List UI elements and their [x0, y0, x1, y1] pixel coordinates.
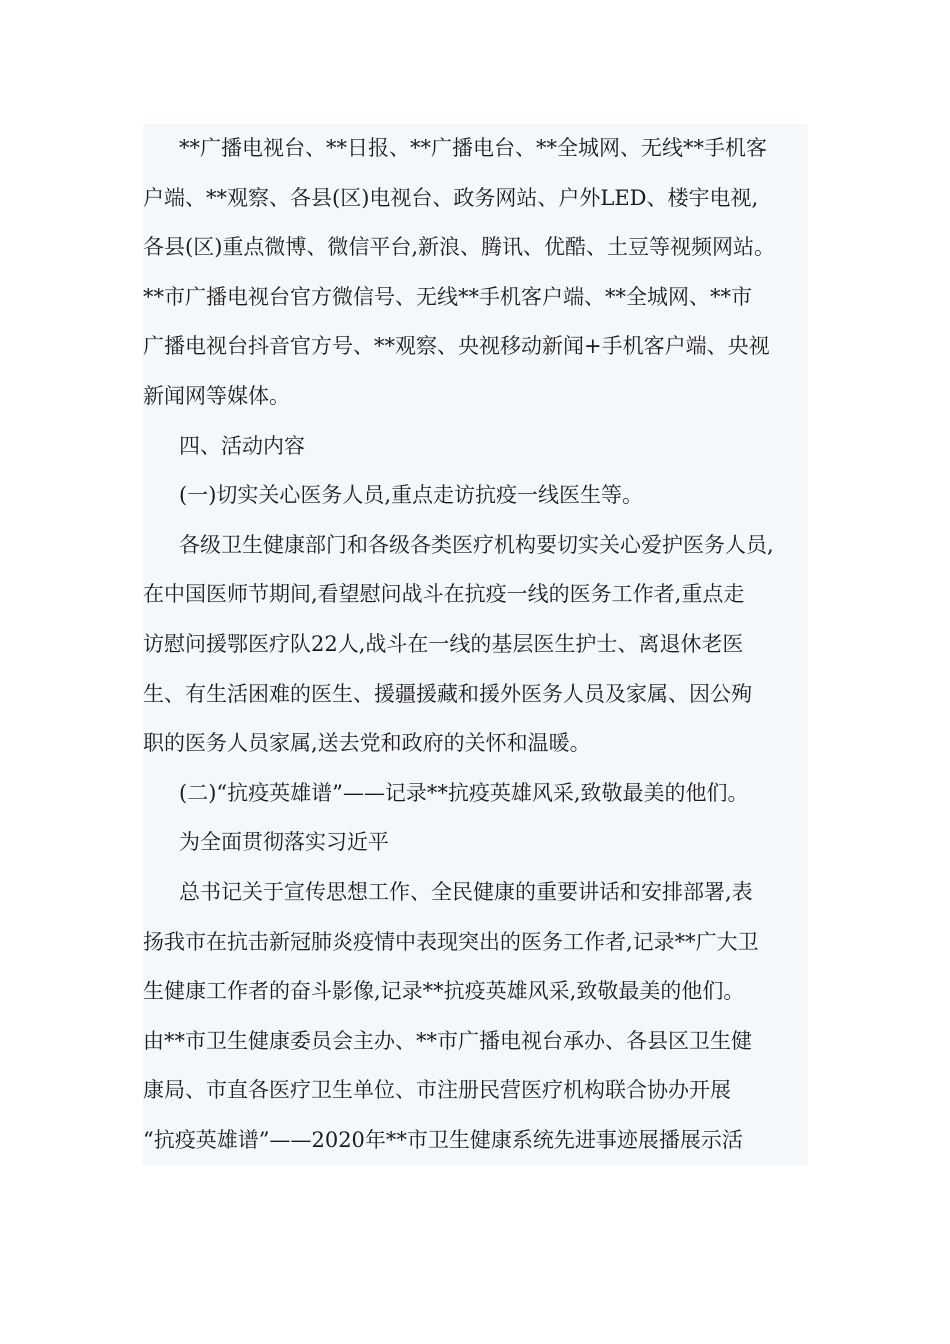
paragraph-line: 生健康工作者的奋斗影像,记录**抗疫英雄风采,致敬最美的他们。	[143, 979, 745, 1004]
paragraph-line: “抗疫英雄谱”——2020年**市卫生健康系统先进事迹展播展示活	[143, 1127, 743, 1152]
paragraph-line: 职的医务人员家属,送去党和政府的关怀和温暖。	[143, 731, 591, 756]
subsection-heading: (二)“抗疫英雄谱”——记录**抗疫英雄风采,致敬最美的他们。	[179, 780, 749, 805]
paragraph-line: 新闻网等媒体。	[143, 383, 290, 408]
section-heading: 四、活动内容	[179, 433, 305, 458]
paragraph-line: 为全面贯彻落实习近平	[179, 830, 389, 855]
paragraph-line: 户端、**观察、各县(区)电视台、政务网站、户外LED、楼宇电视,	[143, 185, 759, 210]
paragraph-line: 各级卫生健康部门和各级各类医疗机构要切实关心爱护医务人员,	[179, 532, 774, 557]
paragraph-line: 在中国医师节期间,看望慰问战斗在抗疫一线的医务工作者,重点走	[143, 582, 745, 607]
paragraph-line: 康局、市直各医疗卫生单位、市注册民营医疗机构联合协办开展	[143, 1078, 731, 1103]
paragraph-line: 访慰问援鄂医疗队22人,战斗在一线的基层医生护士、离退休老医	[143, 631, 744, 656]
paragraph-line: 各县(区)重点微博、微信平台,新浪、腾讯、优酷、土豆等视频网站。	[143, 235, 776, 260]
subsection-heading: (一)切实关心医务人员,重点走访抗疫一线医生等。	[179, 483, 644, 508]
paragraph-line: 总书记关于宣传思想工作、全民健康的重要讲话和安排部署,表	[179, 879, 753, 904]
paragraph-line: 扬我市在抗击新冠肺炎疫情中表现突出的医务工作者,记录**广大卫	[143, 929, 759, 954]
paragraph-line: 生、有生活困难的医生、援疆援藏和援外医务人员及家属、因公殉	[143, 681, 752, 706]
paragraph-line: 由**市卫生健康委员会主办、**市广播电视台承办、各县区卫生健	[143, 1028, 752, 1053]
body-text	[143, 124, 808, 1165]
paragraph-line: 广播电视台抖音官方号、**观察、央视移动新闻+手机客户端、央视	[143, 334, 770, 359]
paragraph-line: **市广播电视台官方微信号、无线**手机客户端、**全城网、**市	[143, 284, 752, 309]
paragraph-line: **广播电视台、**日报、**广播电台、**全城网、无线**手机客	[179, 136, 767, 160]
